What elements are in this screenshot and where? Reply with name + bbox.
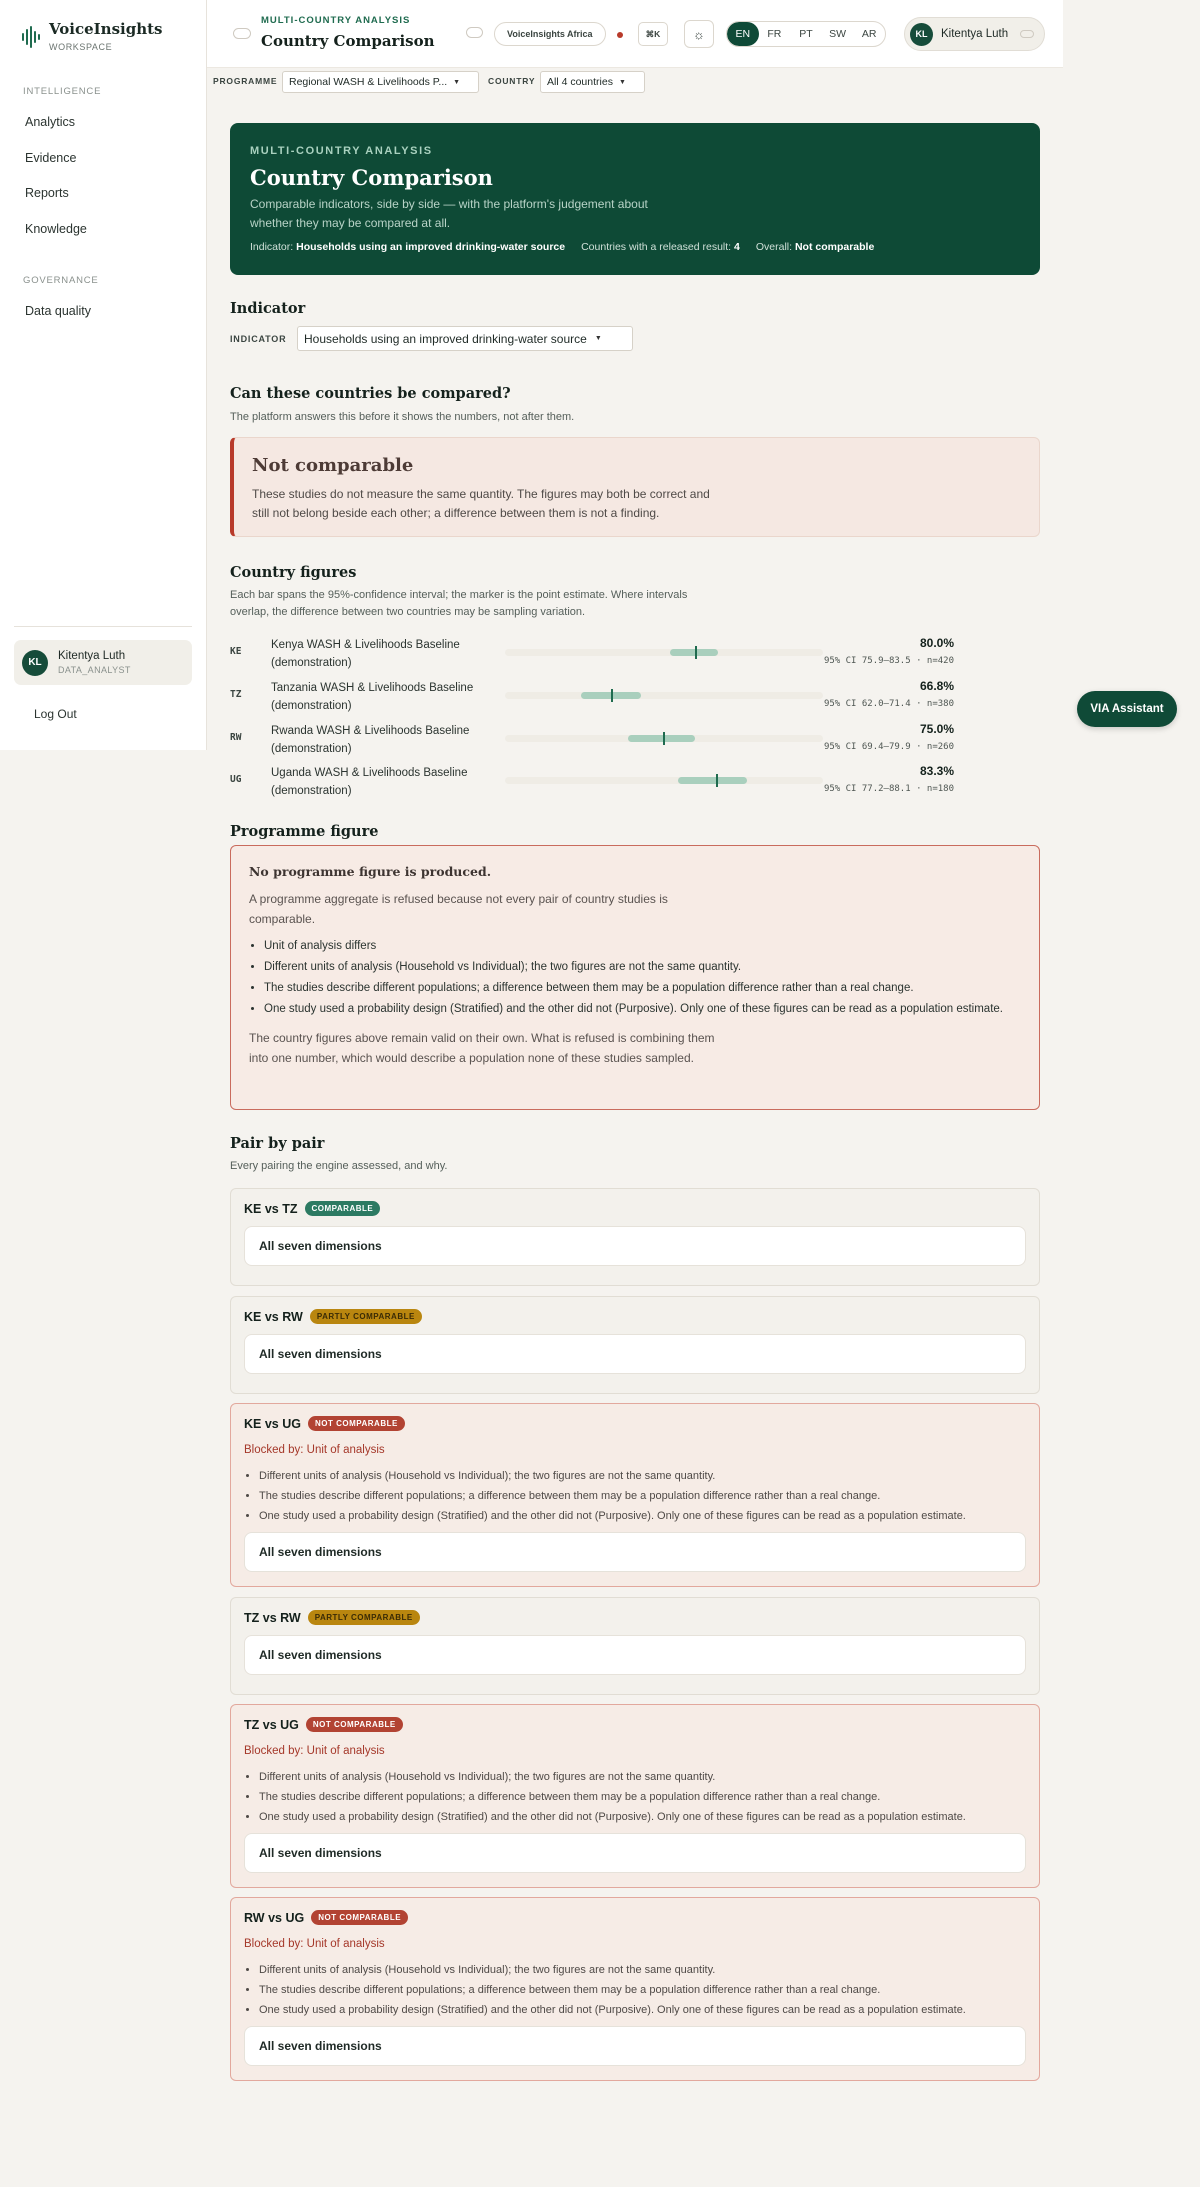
pairs-sub: Every pairing the engine assessed, and why. bbox=[230, 1160, 448, 1172]
overall-meta-value: Not comparable bbox=[794, 241, 875, 253]
figures-heading: Country figures bbox=[230, 564, 357, 581]
blocked-by: Blocked by: Unit of analysis bbox=[244, 1938, 385, 1950]
chevron-down-icon: ▼ bbox=[453, 78, 461, 86]
list-item: • The studies describe different populations; a difference between them may be a population difference rather than a real change. bbox=[259, 1980, 966, 2000]
top-header bbox=[207, 0, 1063, 68]
pair-header bbox=[244, 1910, 408, 1925]
ci-track bbox=[505, 649, 823, 656]
pair-header bbox=[244, 1610, 420, 1625]
compare-heading: Can these countries be compared? bbox=[230, 385, 511, 402]
pair-header bbox=[244, 1717, 403, 1732]
country-label: COUNTRY bbox=[488, 76, 536, 86]
indicator-heading: Indicator bbox=[230, 300, 306, 317]
sidebar-item-data-quality[interactable]: Data quality bbox=[25, 304, 92, 318]
pairs-heading: Pair by pair bbox=[230, 1135, 325, 1152]
language-switcher bbox=[726, 21, 886, 47]
country-code: KE bbox=[230, 646, 242, 657]
status-badge: PARTLY COMPARABLE bbox=[308, 1610, 420, 1625]
pair-name: TZ vs RW bbox=[244, 1610, 301, 1625]
sidebar-toggle-icon[interactable] bbox=[233, 28, 251, 39]
compare-sub: The platform answers this before it shows the numbers, not after them. bbox=[230, 411, 575, 423]
list-item: • One study used a probability design (Stratified) and the other did not (Purposive). Only one of these figures can be read as a population estimate. bbox=[259, 1506, 966, 1526]
assistant-button[interactable]: VIA Assistant bbox=[1077, 691, 1177, 727]
list-item: • Unit of analysis differs bbox=[264, 936, 1003, 957]
pair-reasons bbox=[259, 1767, 966, 1827]
pair-header bbox=[244, 1309, 422, 1324]
programme-title: No programme figure is produced. bbox=[249, 864, 492, 879]
avatar: KL bbox=[910, 23, 933, 46]
page-title: Country Comparison bbox=[261, 32, 435, 50]
country-study-name: Uganda WASH & Livelihoods Baseline (demonstration) bbox=[271, 767, 468, 797]
pair-name: TZ vs UG bbox=[244, 1717, 299, 1732]
country-study-name: Rwanda WASH & Livelihoods Baseline (demonstration) bbox=[271, 725, 470, 755]
figures-sub: Each bar spans the 95%-confidence interval; the marker is the point estimate. Where intervals overlap, the difference between two countries may be sampling variation. bbox=[230, 589, 688, 618]
pair-name: KE vs RW bbox=[244, 1309, 303, 1324]
toggle-icon[interactable] bbox=[466, 27, 483, 38]
country-ci-text: 95% CI 75.9–83.5 · n=420 bbox=[823, 656, 954, 666]
lang-pt[interactable]: PT bbox=[799, 28, 813, 40]
all-dimensions-toggle[interactable]: All seven dimensions bbox=[244, 2026, 1026, 2066]
hero-kicker: MULTI-COUNTRY ANALYSIS bbox=[250, 145, 433, 157]
country-row-rw bbox=[230, 722, 1040, 762]
list-item: • Different units of analysis (Household vs Individual); the two figures are not the same quantity. bbox=[264, 957, 1003, 978]
chevron-down-icon: ▼ bbox=[594, 335, 602, 342]
country-value: 80.0% bbox=[919, 636, 954, 650]
pair-name: RW vs UG bbox=[244, 1910, 305, 1925]
list-item: • Different units of analysis (Household vs Individual); the two figures are not the same quantity. bbox=[259, 1960, 966, 1980]
country-ci-text: 95% CI 62.0–71.4 · n=380 bbox=[823, 699, 954, 709]
nav-section-intelligence: INTELLIGENCE bbox=[23, 86, 102, 97]
pair-card-tz-vs-rw bbox=[230, 1597, 1040, 1695]
sidebar-item-reports[interactable]: Reports bbox=[25, 186, 69, 200]
point-estimate-marker bbox=[663, 732, 665, 745]
country-row-ke bbox=[230, 636, 1040, 676]
country-code: UG bbox=[230, 774, 242, 785]
lang-en[interactable]: EN bbox=[727, 22, 759, 46]
pair-card-ke-vs-tz bbox=[230, 1188, 1040, 1286]
nav-section-governance: GOVERNANCE bbox=[23, 275, 99, 286]
indicator-label: INDICATOR bbox=[230, 334, 287, 344]
programme-value: Regional WASH & Livelihoods P... bbox=[289, 76, 448, 88]
lang-sw[interactable]: SW bbox=[829, 28, 847, 40]
indicator-select[interactable] bbox=[297, 326, 633, 351]
user-role: DATA_ANALYST bbox=[58, 665, 131, 675]
ci-track bbox=[505, 692, 823, 699]
header-kicker: MULTI-COUNTRY ANALYSIS bbox=[261, 15, 411, 26]
pair-reasons bbox=[259, 1960, 966, 2020]
status-badge: NOT COMPARABLE bbox=[311, 1910, 408, 1925]
programme-refusal-card bbox=[230, 845, 1040, 1110]
all-dimensions-toggle[interactable]: All seven dimensions bbox=[244, 1532, 1026, 1572]
header-user-name: Kitentya Luth bbox=[941, 28, 1009, 40]
all-dimensions-toggle[interactable]: All seven dimensions bbox=[244, 1334, 1026, 1374]
programme-select[interactable] bbox=[282, 71, 479, 93]
country-ci-text: 95% CI 69.4–79.9 · n=260 bbox=[823, 742, 954, 752]
programme-heading: Programme figure bbox=[230, 823, 379, 840]
blocked-by: Blocked by: Unit of analysis bbox=[244, 1745, 385, 1757]
pair-header bbox=[244, 1201, 380, 1216]
org-switcher[interactable]: VoiceInsights Africa bbox=[494, 22, 606, 46]
brand[interactable] bbox=[22, 20, 162, 52]
country-study-name: Tanzania WASH & Livelihoods Baseline (demonstration) bbox=[271, 682, 474, 712]
pair-name: KE vs TZ bbox=[244, 1201, 298, 1216]
verdict-title: Not comparable bbox=[252, 455, 414, 476]
sidebar bbox=[0, 0, 207, 750]
ci-track bbox=[505, 735, 823, 742]
theme-toggle-sun-icon[interactable]: ☼ bbox=[684, 20, 714, 48]
status-badge: PARTLY COMPARABLE bbox=[310, 1309, 422, 1324]
hero-banner bbox=[230, 123, 1040, 275]
overall-meta-label: Overall: bbox=[755, 241, 793, 253]
country-value: All 4 countries bbox=[547, 76, 613, 88]
point-estimate-marker bbox=[695, 646, 697, 659]
sidebar-item-analytics[interactable]: Analytics bbox=[25, 115, 76, 129]
list-item: • One study used a probability design (Stratified) and the other did not (Purposive). Only one of these figures can be read as a population estimate. bbox=[259, 1807, 966, 1827]
list-item: • Different units of analysis (Household vs Individual); the two figures are not the same quantity. bbox=[259, 1767, 966, 1787]
ci-track bbox=[505, 777, 823, 784]
country-code: RW bbox=[230, 732, 242, 743]
ci-bar bbox=[628, 735, 695, 742]
pair-header bbox=[244, 1416, 405, 1431]
list-item: • One study used a probability design (Stratified) and the other did not (Purposive). Only one of these figures can be read as a population estimate. bbox=[259, 2000, 966, 2020]
chevron-down-icon: ▼ bbox=[618, 78, 626, 86]
pair-card-ke-vs-ug bbox=[230, 1403, 1040, 1587]
countries-meta-value: 4 bbox=[734, 241, 740, 253]
sidebar-divider bbox=[14, 626, 192, 627]
country-value: 66.8% bbox=[919, 679, 954, 693]
brand-name: VoiceInsights bbox=[49, 20, 163, 38]
command-palette-button[interactable]: ⌘K bbox=[638, 22, 668, 46]
all-dimensions-toggle[interactable]: All seven dimensions bbox=[244, 1226, 1026, 1266]
list-item: • The studies describe different populations; a difference between them may be a population difference rather than a real change. bbox=[259, 1486, 966, 1506]
indicator-value: Households using an improved drinking-water source bbox=[304, 331, 587, 346]
status-badge: COMPARABLE bbox=[305, 1201, 381, 1216]
all-dimensions-toggle[interactable]: All seven dimensions bbox=[244, 1635, 1026, 1675]
indicator-meta-value: Households using an improved drinking-water source bbox=[296, 241, 566, 253]
status-dot-icon bbox=[617, 32, 623, 38]
programme-outro: The country figures above remain valid on their own. What is refused is combining them into one number, which would describe a population none of these studies sampled. bbox=[249, 1031, 715, 1065]
user-menu[interactable] bbox=[904, 17, 1045, 51]
blocked-by: Blocked by: Unit of analysis bbox=[244, 1444, 385, 1456]
hero-title: Country Comparison bbox=[250, 165, 493, 190]
status-badge: NOT COMPARABLE bbox=[308, 1416, 405, 1431]
programme-label: PROGRAMME bbox=[213, 76, 278, 86]
sidebar-item-evidence[interactable]: Evidence bbox=[25, 151, 77, 165]
hero-meta bbox=[250, 241, 874, 253]
filter-bar bbox=[207, 68, 1063, 98]
lang-fr[interactable]: FR bbox=[767, 28, 782, 40]
programme-reasons bbox=[264, 936, 1003, 1020]
list-item: • Different units of analysis (Household vs Individual); the two figures are not the same quantity. bbox=[259, 1466, 966, 1486]
avatar: KL bbox=[22, 650, 48, 676]
user-name: Kitentya Luth bbox=[58, 650, 126, 662]
point-estimate-marker bbox=[611, 689, 613, 702]
country-value: 83.3% bbox=[919, 764, 954, 778]
country-select[interactable] bbox=[540, 71, 645, 93]
pair-card-ke-vs-rw bbox=[230, 1296, 1040, 1394]
country-code: TZ bbox=[230, 689, 242, 700]
country-value: 75.0% bbox=[919, 722, 954, 736]
list-item: • One study used a probability design (Stratified) and the other did not (Purposive). Only one of these figures can be read as a population estimate. bbox=[264, 999, 1003, 1020]
sidebar-item-knowledge[interactable]: Knowledge bbox=[25, 222, 87, 236]
programme-intro: A programme aggregate is refused because not every pair of country studies is comparable. bbox=[249, 892, 668, 926]
user-card[interactable] bbox=[14, 640, 192, 685]
country-study-name: Kenya WASH & Livelihoods Baseline (demonstration) bbox=[271, 639, 460, 669]
lang-ar[interactable]: AR bbox=[861, 28, 877, 40]
verdict-text: These studies do not measure the same quantity. The figures may both be correct and still not belong beside each other; a difference between them is not a finding. bbox=[252, 487, 710, 520]
country-row-ug bbox=[230, 764, 1040, 804]
waveform-logo-icon bbox=[22, 26, 40, 48]
hero-description: Comparable indicators, side by side — with the platform's judgement about whether they may be compared at all. bbox=[250, 197, 648, 230]
toggle-icon bbox=[1020, 30, 1034, 38]
country-ci-text: 95% CI 77.2–88.1 · n=180 bbox=[823, 784, 954, 794]
indicator-meta-label: Indicator: bbox=[250, 241, 294, 253]
pair-card-tz-vs-ug bbox=[230, 1704, 1040, 1888]
point-estimate-marker bbox=[716, 774, 718, 787]
ci-bar bbox=[678, 777, 747, 784]
status-badge: NOT COMPARABLE bbox=[306, 1717, 403, 1732]
verdict-card bbox=[230, 437, 1040, 537]
list-item: • The studies describe different populations; a difference between them may be a population difference rather than a real change. bbox=[264, 978, 1003, 999]
pair-card-rw-vs-ug bbox=[230, 1897, 1040, 2081]
pair-reasons bbox=[259, 1466, 966, 1526]
country-row-tz bbox=[230, 679, 1040, 719]
list-item: • The studies describe different populations; a difference between them may be a population difference rather than a real change. bbox=[259, 1787, 966, 1807]
countries-meta-label: Countries with a released result: bbox=[581, 241, 732, 253]
brand-sub: WORKSPACE bbox=[49, 42, 113, 52]
pair-name: KE vs UG bbox=[244, 1416, 301, 1431]
logout-button[interactable]: Log Out bbox=[34, 707, 77, 721]
all-dimensions-toggle[interactable]: All seven dimensions bbox=[244, 1833, 1026, 1873]
